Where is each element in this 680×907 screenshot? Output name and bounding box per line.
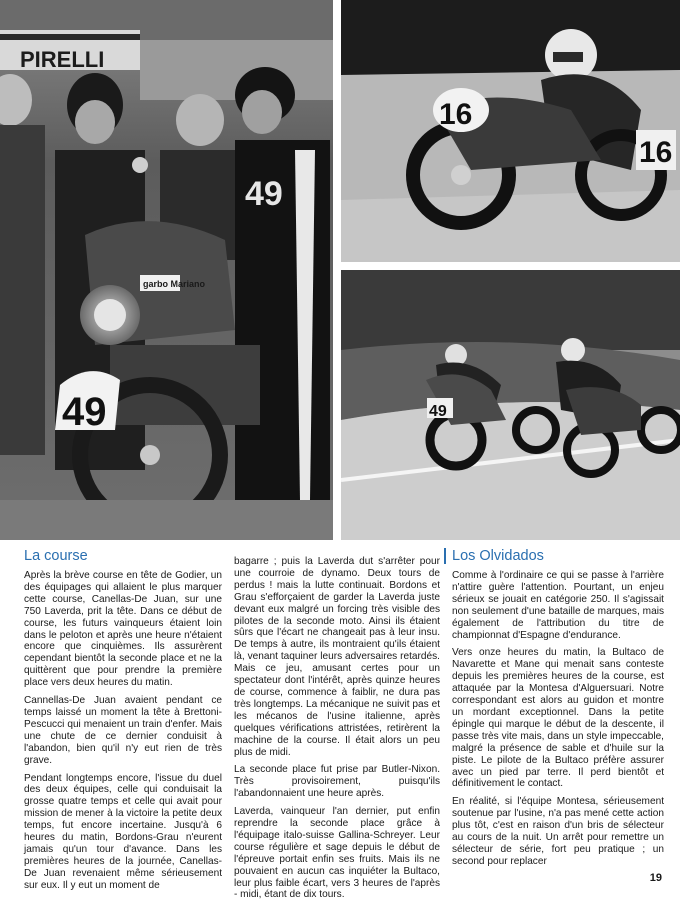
paragraph: Laverda, vainqueur l'an dernier, put enfin reprendre la seconde place grâce à l'équipage italo-suisse Gallina-Schreyer. Leur course régulière et sage depuis le début de l'épreuve portait enfin ses fruits. Mais ils ne pouvaient en aucun cas inquiéter la Bultaco, leur plus faible écart, vers 3 heures de l'après - midi, étant de dix tours. (234, 806, 440, 901)
paragraph: Après la brève course en tête de Godier, un des équipages qui allaient le plus marquer cette course, Canellas-De Juan, sur une 750 Laverda, prit la tête. Dans ce début de course, les futurs vainqueurs étaient loin dans le peloton et après une heure n'étaient encore que cinquièmes. Ils assurèrent cependant bientôt la seconde place et ne la quittèrent que pour prendre la première place vers deux heures du matin. (24, 570, 222, 689)
article-column-1 (24, 548, 222, 898)
pirelli-banner: PIRELLI (20, 47, 105, 72)
photo-paddock-image (0, 0, 333, 540)
photo-two-bikes (341, 270, 680, 540)
bike-1-number: 49 (429, 403, 447, 420)
bike-number-rear: 16 (639, 136, 673, 169)
paragraph: Vers onze heures du matin, la Bultaco de Navarette et Mane qui menait sans conteste depuis les premières heures de la course, est attaquée par la Montesa d'Alguersuari. Notre correspondant est alors au guidon et montre un mordant exceptionnel. Dans la petite épingle qui marque le début de la descente, il passe très vite mais, dans un style impeccable, malgré la présence de sable et d'huile sur la piste. Le pilote de la Bultaco préfère assurer avec un pied par terre. Il perd bientôt et définitivement le contact. (452, 647, 664, 790)
section-title-los-olvidados: Los Olvidados (444, 548, 664, 564)
page-number: 19 (649, 872, 662, 884)
article-column-3 (452, 548, 664, 874)
paragraph: bagarre ; puis la Laverda dut s'arrêter pour une courroie de dynamo. Deux tours de perdus ! mais la lutte continuait. Bordons et Grau s'efforçaient de garder la Laverda juste devant eux malgré un forcing très visible des pilotes de la seconde moto. Ainsi ils étaient sûrs que l'écart ne changeait pas à leur insu. De temps à autre, ils montraient qu'ils étaient là, venant taquiner leurs adversaires retardés. Mais ce jeu, amusant certes pour un spectateur dont l'intérêt, après quinze heures de course, commence à faiblir, ne dura pas très longtemps. La mécanique ne suivit pas et les mécanos de l'usine italienne, après quelques vérifications attristées, retirèrent la machine de la course. Il était alors un peu plus de midi. (234, 556, 440, 758)
paragraph: Pendant longtemps encore, l'issue du duel des deux équipes, celle qui conduisait la grosse quatre temps et celle qui avait pour mission de mener à la victoire la petite deux temps, fut encore incertaine. Jusqu'à 6 heures du matin, Bordons-Grau n'eurent jamais qu'un tour d'avance. Dans les premières heures de la journée, Canellas-De Juan revenaient même sérieusement sur eux. Il y eut un moment de (24, 772, 222, 891)
photo-rider-16-image (341, 0, 680, 262)
photo-two-bikes-image (341, 270, 680, 540)
paragraph: Cannellas-De Juan avaient pendant ce temps laissé un moment la tête à Brettoni-Pescucci qui menaient un train d'enfer. Mais une chute de ce dernier conduisit à l'abandon, bien qu'il n'y eut rien de très grave. (24, 695, 222, 766)
article-column-2 (234, 556, 440, 907)
fairing-decal: garbo Mariano (143, 279, 206, 289)
photo-paddock-group (0, 0, 333, 540)
bike-front-number: 49 (62, 390, 107, 434)
section-title-la-course: La course (24, 548, 88, 564)
bike-number-front: 16 (439, 98, 473, 131)
paragraph: La seconde place fut prise par Butler-Nixon. Très provisoirement, puisqu'ils l'abandonnaient une heure après. (234, 764, 440, 800)
paragraph: Comme à l'ordinaire ce qui se passe à l'arrière n'attire guère l'attention. Pourtant, un enjeu sérieux se jouait en catégorie 250. Il s'agissait non seulement d'une bataille de marques, mais également de l'attribution du titre de championnat d'Espagne d'endurance. (452, 570, 664, 641)
paragraph: En réalité, si l'équipe Montesa, sérieusement soutenue par l'usine, n'a pas mené cette action plus tôt, c'est en raison d'un bris de sélecteur au cours de la nuit. Un arrêt pour remettre un sélecteur de série, fort peu pratique ; un second pour replacer (452, 796, 664, 867)
photo-rider-16 (341, 0, 680, 262)
rider-leathers-number: 49 (245, 175, 283, 213)
